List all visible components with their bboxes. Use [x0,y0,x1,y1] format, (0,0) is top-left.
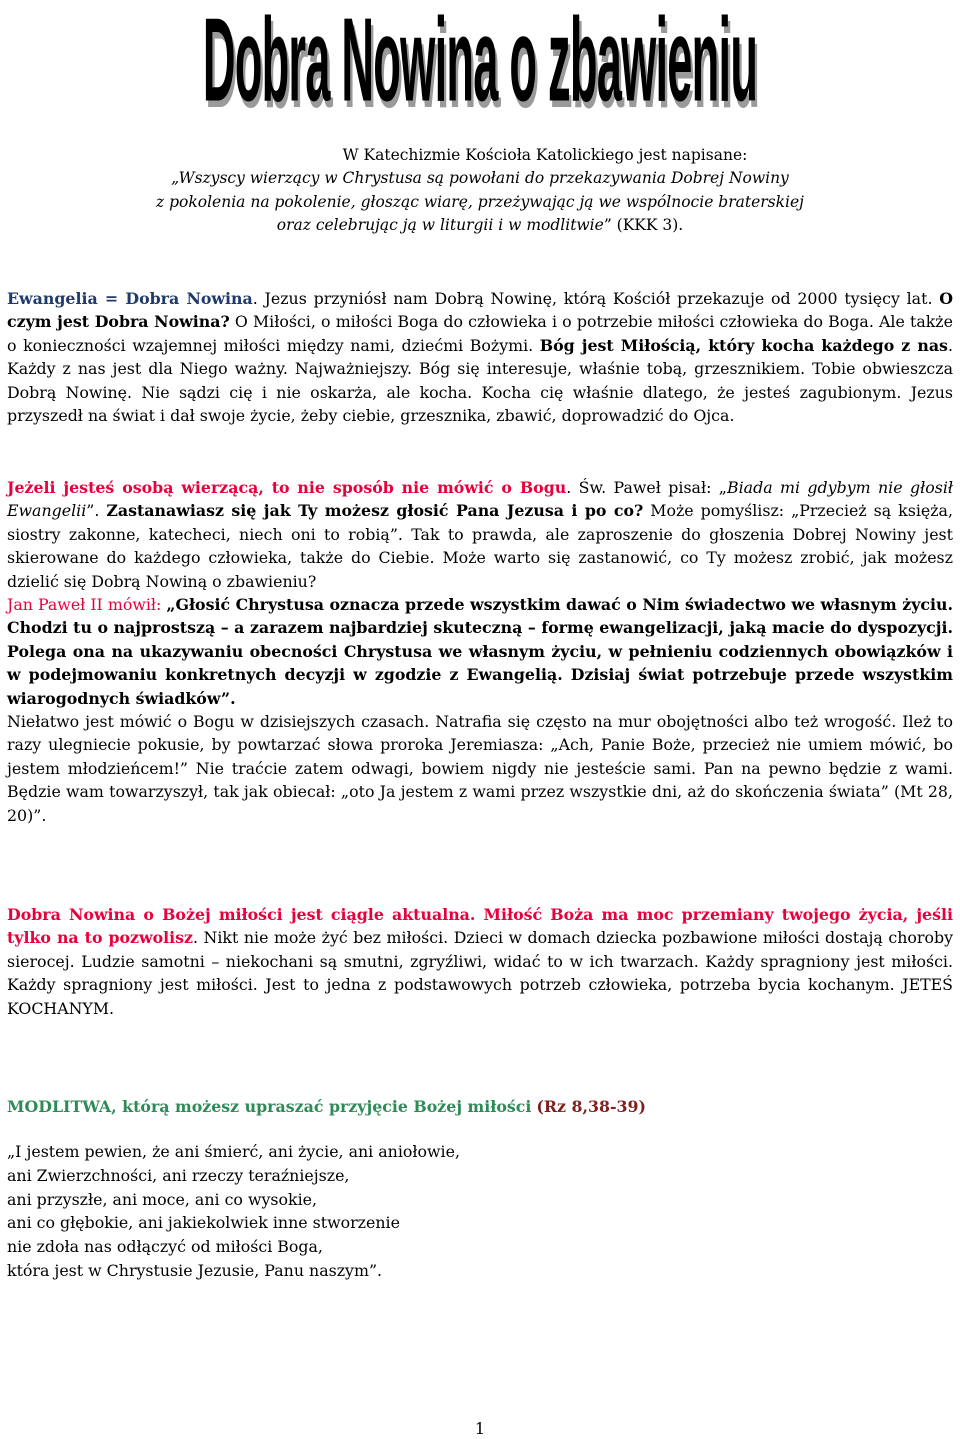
section-gospel [7,287,953,427]
intro-line-1: W Katechizmie Kościoła Katolickiego jest napisane: [342,146,748,164]
prayer-heading [7,1095,646,1118]
love-heading: Dobra Nowina o Bożej miłości jest ciągle aktualna. Miłość Boża ma moc przemiany twojego życia, jeśli tylko na to pozwolisz [7,905,953,948]
section-witness [7,476,953,827]
witness-heading: Jeżeli jesteś osobą wierzącą, to nie sposób nie mówić o Bogu [7,478,567,497]
courage-paragraph: Niełatwo jest mówić o Bogu w dzisiejszych czasach. Natrafia się często na mur obojętności albo też wrogość. Ileż to razy ulegniecie pokusie, by powtarzać słowa proroka Jeremiasza: „Ach, Panie Boże, przecież nie umiem mówić, bo jestem młodzieńcem!” Nie traćcie zatem odwagi, bowiem nigdy nie jesteście sami. Pan na pewno będzie z wami. Będzie wam towarzyszył, tak jak obiecał: „oto Ja jestem z wami przez wszystkie dni, aż do skończenia świata” (Mt 28, 20)”. [7,712,953,825]
page-number: 1 [474,1419,486,1438]
gospel-heading: Ewangelia = Dobra Nowina [7,289,253,308]
prayer-text [7,1140,460,1283]
prayer-line: ani co głębokie, ani jakiekolwiek inne stworzenie [7,1213,400,1233]
intro-line-2: „Wszyscy wierzący w Chrystusa są powołani do przekazywania Dobrej Nowiny [171,169,789,188]
witness-question: Zastanawiasz się jak Ty możesz głosić Pana Jezusa i po co? [106,501,644,521]
prayer-title: MODLITWA, którą możesz upraszać przyjęcie Bożej miłości [7,1097,532,1116]
gospel-question: O czym jest Dobra Nowina? [7,289,953,332]
prayer-line: ani Zwierzchności, ani rzeczy teraźniejsze, [7,1165,350,1185]
section-love [7,903,953,1020]
paul-quote: Biada mi gdybym nie głosił Ewangelii [7,478,953,521]
gospel-paragraph: Ewangelia = Dobra Nowina. Jezus przyniósł nam Dobrą Nowinę, którą Kościół przekazuje od 2000 tysięcy lat. O czym jest Dobra Nowina? O Miłości, o miłości Boga do człowieka i o potrzebie miłości człowieka do Boga. Ale także o konieczności wzajemnej miłości między nami, dziećmi Bożymi. Bóg jest Miłością, który kocha każdego z nas. Każdy z nas jest dla Niego ważny. Najważniejszy. Bóg się interesuje, właśnie tobą, grzesznikiem. Tobie obwieszcza Dobrą Nowinę. Nie sądzi cię i nie oskarża, ale kocha. Kocha cię właśnie dlatego, że jesteś zagubionym. Jezus przyszedł na świat i dał swoje życie, żeby ciebie, grzesznika, zbawić, doprowadzić do Ojca. [7,289,953,426]
john-paul-quote-paragraph [7,593,953,710]
john-paul-label: Jan Paweł II mówił: [7,595,167,615]
prayer-line: ani przyszłe, ani moce, ani co wysokie, [7,1189,318,1209]
intro-quote [0,144,960,238]
love-paragraph: Dobra Nowina o Bożej miłości jest ciągle aktualna. Miłość Boża ma moc przemiany twojego życia, jeśli tylko na to pozwolisz. Nikt nie może żyć bez miłości. Dzieci w domach dziecka pozbawione miłości dostają choroby sierocej. Ludzie samotni – niekochani są smutni, zgryźliwi, widać to w ich twarzach. Każdy spragniony jest miłości. Każdy spragniony jest miłości. Jest to jedna z podstawowych potrzeb człowieka, potrzeba bycia kochanym. JETEŚ KOCHANYM. [7,905,953,1018]
intro-line-4: oraz celebrując ją w liturgii i w modlitwie” (KKK 3). [276,216,684,235]
title-banner [0,0,960,120]
prayer-line: „I jestem pewien, że ani śmierć, ani życie, ani aniołowie, [7,1142,460,1161]
intro-line-3: z pokolenia na pokolenie, głosząc wiarę, przeżywając ją we wspólnocie braterskiej [156,192,804,211]
intro-reference: ” (KKK 3). [603,216,684,235]
page-title: Dobra Nowina o zbawieniu [202,0,758,120]
witness-paragraph: Jeżeli jesteś osobą wierzącą, to nie sposób nie mówić o Bogu. Św. Paweł pisał: „Biada mi gdybym nie głosił Ewangelii”. Zastanawiasz się jak Ty możesz głosić Pana Jezusa i po co? Może pomyślisz: „Przecież są księża, siostry zakonne, katecheci, niech oni to robią”. Tak to prawda, ale zaproszenie do głoszenia Dobrej Nowiny jest skierowane do każdego człowieka, także do Ciebie. Może warto się zastanowić, co Ty możesz zrobić, jak możesz dzielić się Dobrą Nowiną o zbawieniu? [7,478,953,591]
gospel-key-sentence: Bóg jest Miłością, który kocha każdego z nas [539,335,948,355]
prayer-line: nie zdoła nas odłączyć od miłości Boga, [7,1237,323,1257]
prayer-line: która jest w Chrystusie Jezusie, Panu naszym”. [7,1260,383,1280]
prayer-reference: (Rz 8,38-39) [536,1097,646,1116]
john-paul-quote: „Głosić Chrystusa oznacza przede wszystkim dawać o Nim świadectwo we własnym życiu. Chodzi tu o najprostszą – a zarazem najbardziej skuteczną – formę ewangelizacji, jaką macie do dyspozycji. Polega ona na ukazywaniu obecności Chrystusa we własnym życiu, w pełnieniu codziennych obowiązków i w podejmowaniu konkretnych decyzji w zgodzie z Ewangelią. Dzisiaj świat potrzebuje przede wszystkim wiarogodnych świadków”. [7,595,954,708]
